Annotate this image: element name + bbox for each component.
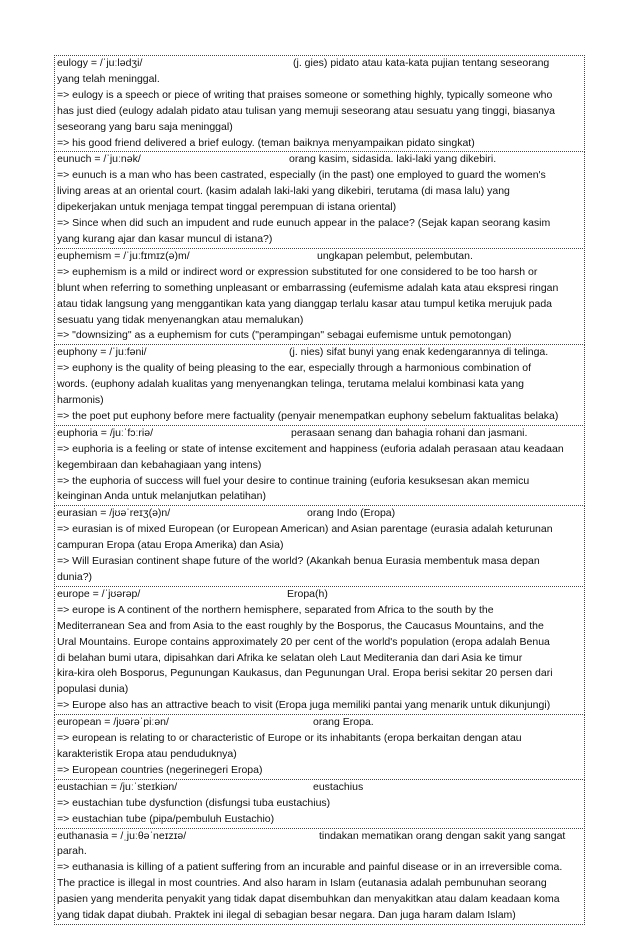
entry-line: => eulogy is a speech or piece of writing that praises someone or something highly, typically someone who — [57, 88, 553, 101]
entry-headword: eustachian = /juːˈsteɪkiən/ — [57, 780, 178, 793]
entry-line: di belahan bumi utara, dipisahkan dari Afrika ke selatan oleh Laut Mediterania dan dari Asia ke timur — [57, 651, 523, 664]
entry-line: yang tidak dapat diubah. Praktek ini ilegal di sebagian besar negara. Dan juga haram dalam Islam) — [57, 909, 516, 922]
entry-line: Ural Mountains. Europe contains approximately 20 per cent of the world's population (eropa adalah Benua — [57, 635, 550, 648]
entry-short-definition: ungkapan pelembut, pelembutan. — [317, 249, 473, 262]
entry-headword: euphoria = /juːˈfɔːriə/ — [57, 426, 154, 439]
entry-line: The practice is illegal in most countries. And also haram in Islam (eutanasia adalah pembunuhan seorang — [57, 877, 547, 890]
entry-line: => european is relating to or characteristic of Europe or its inhabitants (eropa berkaitan dengan atau — [57, 732, 522, 745]
entry-europe — [54, 586, 585, 715]
entry-short-definition: orang Eropa. — [313, 716, 374, 729]
entry-short-definition: perasaan senang dan bahagia rohani dan jasmani. — [291, 426, 528, 439]
entry-short-definition: orang Indo (Eropa) — [307, 507, 396, 520]
entry-euphony — [54, 344, 585, 426]
entry-line: => euphoria is a feeling or state of intense excitement and happiness (euforia adalah perasaan atau keadaan — [57, 442, 564, 455]
entry-euphemism — [54, 248, 585, 345]
entry-line: dipekerjakan untuk menjaga tempat tinggal perempuan di istana oriental) — [57, 201, 397, 214]
entry-line: => euphemism is a mild or indirect word or expression substituted for one considered to be too harsh or — [57, 265, 538, 278]
entry-headword: european = /jʊərəˈpiːən/ — [57, 716, 169, 729]
entry-eulogy — [54, 55, 585, 152]
entry-line: harmonis) — [57, 394, 104, 407]
entry-line: => the poet put euphony before mere factuality (penyair menempatkan euphony sebelum faktualitas belaka) — [57, 409, 559, 422]
entry-line: => Europe also has an attractive beach to visit (Eropa juga memiliki pantai yang menarik untuk dikunjungi) — [57, 699, 551, 712]
entry-line: => eustachian tube dysfunction (disfungsi tuba eustachius) — [57, 796, 331, 809]
entry-line: => "downsizing" as a euphemism for cuts ("perampingan" sebagai eufemisme untuk pemotongan) — [57, 329, 512, 342]
entry-line: => Will Eurasian continent shape future of the world? (Akankah benua Eurasia membentuk masa depan — [57, 555, 540, 568]
dictionary-page — [54, 56, 585, 925]
entry-line: atau tidak langsung yang menggantikan kata yang dianggap terlalu kasar atau tumpul ketika merujuk pada — [57, 297, 552, 310]
entry-short-definition: Eropa(h) — [287, 587, 328, 600]
entry-short-definition: (j. gies) pidato atau kata-kata pujian tentang seseorang — [293, 57, 550, 69]
entry-line: kira-kira oleh Bosporus, Pegunungan Kaukasus, dan Pegunungan Ural. Eropa berisi sekitar 20 persen dari — [57, 667, 553, 680]
entry-line: yang kurang ajar dan kasar muncul di istana?) — [57, 232, 273, 245]
entry-headword: eurasian = /jʊəˈreɪʒ(ə)n/ — [57, 507, 171, 520]
entry-short-definition: orang kasim, sidasida. laki-laki yang dikebiri. — [289, 153, 497, 166]
entry-line: => the euphoria of success will fuel your desire to continue training (euforia kesuksesan akan memicu — [57, 474, 530, 487]
entry-line: dunia?) — [57, 571, 93, 583]
entry-eurasian — [54, 505, 585, 587]
entry-line: yang telah meninggal. — [57, 72, 160, 85]
entry-short-definition: eustachius — [313, 780, 364, 793]
entry-line: living areas at an oriental court. (kasim adalah laki-laki yang dikebiri, terutama (di masa lalu) yang — [57, 185, 510, 198]
entry-line: karakteristik Eropa atau penduduknya) — [57, 747, 237, 760]
entry-line: kegembiraan dan kebahagiaan yang intens) — [57, 458, 262, 471]
entry-line: seseorang yang baru saja meninggal) — [57, 120, 233, 133]
entry-line: parah. — [57, 845, 87, 858]
entry-eunuch — [54, 151, 585, 248]
entry-euphoria — [54, 425, 585, 507]
entry-headword: eulogy = /ˈjuːlədʒi/ — [57, 57, 143, 69]
entry-line: blunt when referring to something unpleasant or embarrassing (eufemisme adalah kata atau ekspresi ringan — [57, 281, 559, 294]
entry-line: words. (euphony adalah kualitas yang menyenangkan telinga, terutama melalui kombinasi kata yang — [57, 378, 524, 391]
entry-line: populasi dunia) — [57, 683, 129, 696]
entry-headword: europe = /ˈjʊərəp/ — [57, 587, 141, 600]
entry-line: => euphony is the quality of being pleasing to the ear, especially through a harmonious combination of — [57, 362, 531, 375]
entry-line: => his good friend delivered a brief eulogy. (teman baiknya menyampaikan pidato singkat) — [57, 136, 475, 149]
entry-short-definition: (j. nies) sifat bunyi yang enak kedengarannya di telinga. — [289, 346, 549, 359]
entry-headword: euphemism = /ˈjuːfɪmɪz(ə)m/ — [57, 249, 190, 262]
entry-line: has just died (eulogy adalah pidato atau tulisan yang memuji seseorang atau sesuatu yang tinggi, biasanya — [57, 104, 555, 117]
entry-line: sesuatu yang tidak menyenangkan atau memalukan) — [57, 313, 304, 326]
entry-headword: euthanasia = /ˌjuːθəˈneɪzɪə/ — [57, 829, 187, 842]
entry-line: => euthanasia is killing of a patient suffering from an incurable and painful disease or in an irreversible coma. — [57, 861, 563, 874]
entry-european — [54, 714, 585, 780]
entry-line: => europe is A continent of the northern hemisphere, separated from Africa to the south by the — [57, 603, 494, 616]
entry-short-definition: tindakan mematikan orang dengan sakit yang sangat — [319, 829, 566, 842]
entry-line: => eustachian tube (pipa/pembuluh Eustachio) — [57, 812, 275, 825]
entry-headword: eunuch = /ˈjuːnək/ — [57, 153, 141, 166]
entry-eustachian — [54, 779, 585, 829]
entry-line: => eurasian is of mixed European (or European American) and Asian parentage (eurasia adalah keturunan — [57, 523, 553, 536]
entry-line: keinginan Anda untuk melanjutkan pelatihan) — [57, 490, 266, 503]
entry-line: => European countries (negerinegeri Eropa) — [57, 763, 263, 776]
entry-line: campuran Eropa (atau Eropa Amerika) dan Asia) — [57, 539, 284, 552]
entry-line: => Since when did such an impudent and rude eunuch appear in the palace? (Sejak kapan seorang kasim — [57, 217, 551, 230]
entry-euthanasia — [54, 828, 585, 925]
entry-line: pasien yang menderita penyakit yang tidak dapat disembuhkan dan menyakitkan atau dalam keadaan koma — [57, 893, 560, 906]
entry-headword: euphony = /ˈjuːfəni/ — [57, 346, 147, 359]
entry-line: => eunuch is a man who has been castrated, especially (in the past) one employed to guard the women's — [57, 169, 546, 182]
entry-line: Mediterranean Sea and from Asia to the east roughly by the Bosporus, the Caucasus Mountains, and the — [57, 619, 544, 632]
